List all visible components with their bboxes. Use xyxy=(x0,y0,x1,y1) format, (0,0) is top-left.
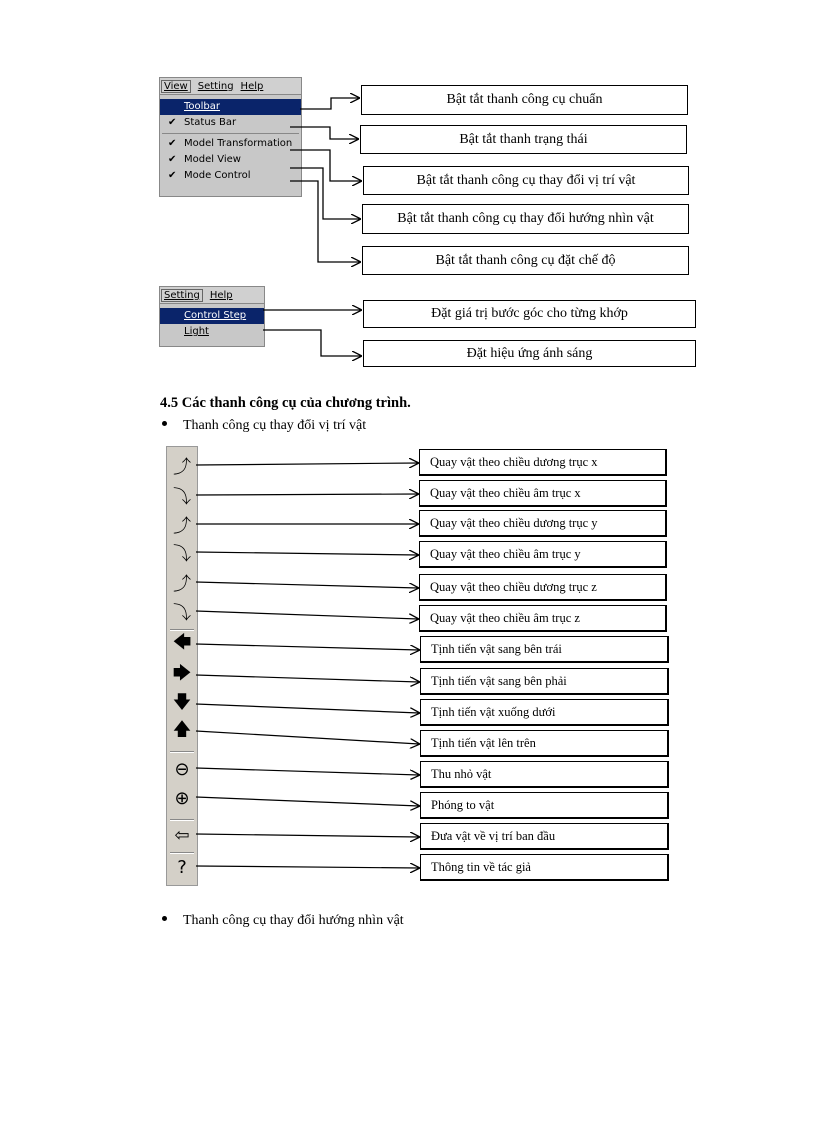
toolbar-connector-arrow xyxy=(196,866,419,868)
toolbar-callout-box: Đưa vật về vị trí ban đầu xyxy=(420,823,669,850)
menu-item-label: Model View xyxy=(184,154,241,165)
toolbar-connector-arrow xyxy=(196,834,419,837)
toolbar-connector-arrow xyxy=(196,797,419,806)
menu-item-label: Control Step xyxy=(184,310,247,321)
menu-item-label: Light xyxy=(184,326,209,337)
menu-item-label: Model Transformation xyxy=(184,138,293,149)
toolbar-callout-box: Tịnh tiến vật lên trên xyxy=(420,730,669,757)
toolbar-connector-arrow xyxy=(196,494,418,495)
bullet-item xyxy=(162,913,404,929)
callout-control-step: Đặt giá trị bước góc cho từng khớp xyxy=(363,300,696,328)
menu-help[interactable]: Help xyxy=(209,289,233,301)
arrow-down-icon[interactable]: 🡇 xyxy=(172,692,192,713)
menu-item-label: Toolbar xyxy=(184,101,221,112)
toolbar-callout-box: Quay vật theo chiều âm trục x xyxy=(419,480,667,507)
rotate-x-pos-icon[interactable]: ⤴ xyxy=(173,457,191,478)
toolbar-connector-arrow xyxy=(196,644,419,650)
callout-toolbar: Bật tắt thanh công cụ chuẩn xyxy=(361,85,688,115)
check-icon: ✔ xyxy=(168,138,177,149)
toolbar-connector-arrow xyxy=(196,704,419,713)
toolbar-connector-arrow xyxy=(196,731,419,744)
menu-item-label: Status Bar xyxy=(184,117,237,128)
check-icon: ✔ xyxy=(168,154,177,165)
rotate-z-neg-icon[interactable]: ⤵ xyxy=(173,603,191,624)
toolbar-connector-arrow xyxy=(196,552,418,555)
zoom-in-icon[interactable]: ⊕ xyxy=(174,787,190,809)
toolbar-callout-box: Quay vật theo chiều dương trục z xyxy=(419,574,667,601)
section-heading: 4.5 Các thanh công cụ của chương trình. xyxy=(160,395,411,411)
check-icon: ✔ xyxy=(168,170,177,181)
check-icon: ✔ xyxy=(168,117,177,128)
menu-setting[interactable]: Setting xyxy=(197,80,234,92)
bullet-dot-icon xyxy=(162,916,167,921)
bullet-text: Thanh công cụ thay đổi hướng nhìn vật xyxy=(183,913,404,928)
toolbar-callout-box: Phóng to vật xyxy=(420,792,669,819)
callout-model-transformation: Bật tắt thanh công cụ thay đổi vị trí vật xyxy=(363,166,689,195)
toolbar-callout-box: Quay vật theo chiều âm trục y xyxy=(419,541,667,568)
arrow-left-icon[interactable]: 🡄 xyxy=(172,632,192,653)
toolbar-callout-box: Thu nhỏ vật xyxy=(420,761,669,788)
menu-help[interactable]: Help xyxy=(240,80,264,92)
toolbar-callout-box: Quay vật theo chiều âm trục z xyxy=(419,605,667,632)
toolbar-callout-box: Tịnh tiến vật sang bên phải xyxy=(420,668,669,695)
toolbar-callout-box: Quay vật theo chiều dương trục x xyxy=(419,449,667,476)
menu-setting[interactable]: Setting xyxy=(161,289,203,302)
arrow-up-icon[interactable]: 🡅 xyxy=(172,719,192,740)
rotate-x-neg-icon[interactable]: ⤵ xyxy=(173,487,191,508)
toolbar-connector-arrow xyxy=(196,675,419,682)
toolbar-callout-box: Quay vật theo chiều dương trục y xyxy=(419,510,667,537)
toolbar-callout-box: Tịnh tiến vật xuống dưới xyxy=(420,699,669,726)
rotate-y-neg-icon[interactable]: ⤵ xyxy=(173,544,191,565)
zoom-out-icon[interactable]: ⊖ xyxy=(174,758,190,780)
about-icon[interactable]: ? xyxy=(177,856,187,878)
callout-light: Đặt hiệu ứng ánh sáng xyxy=(363,340,696,367)
toolbar-connector-arrow xyxy=(196,463,418,465)
toolbar-connector-arrow xyxy=(196,582,418,588)
toolbar-connector-arrow xyxy=(196,611,418,619)
arrow-right-icon[interactable]: 🡆 xyxy=(172,663,192,684)
reset-position-icon[interactable]: ⇦ xyxy=(174,824,190,846)
toolbar-callout-box: Thông tin về tác giả xyxy=(420,854,669,881)
callout-status-bar: Bật tắt thanh trạng thái xyxy=(360,125,687,154)
callout-model-view: Bật tắt thanh công cụ thay đổi hướng nhìn vật xyxy=(362,204,689,234)
callout-mode-control: Bật tắt thanh công cụ đặt chế độ xyxy=(362,246,689,275)
menu-view[interactable]: View xyxy=(161,80,191,93)
toolbar-callout-box: Tịnh tiến vật sang bên trái xyxy=(420,636,669,663)
toolbar-connector-arrow xyxy=(196,768,419,775)
bullet-text: Thanh công cụ thay đổi vị trí vật xyxy=(183,418,367,433)
menu-item-label: Mode Control xyxy=(184,170,251,181)
rotate-z-pos-icon[interactable]: ⤴ xyxy=(173,574,191,595)
rotate-y-pos-icon[interactable]: ⤴ xyxy=(173,516,191,537)
